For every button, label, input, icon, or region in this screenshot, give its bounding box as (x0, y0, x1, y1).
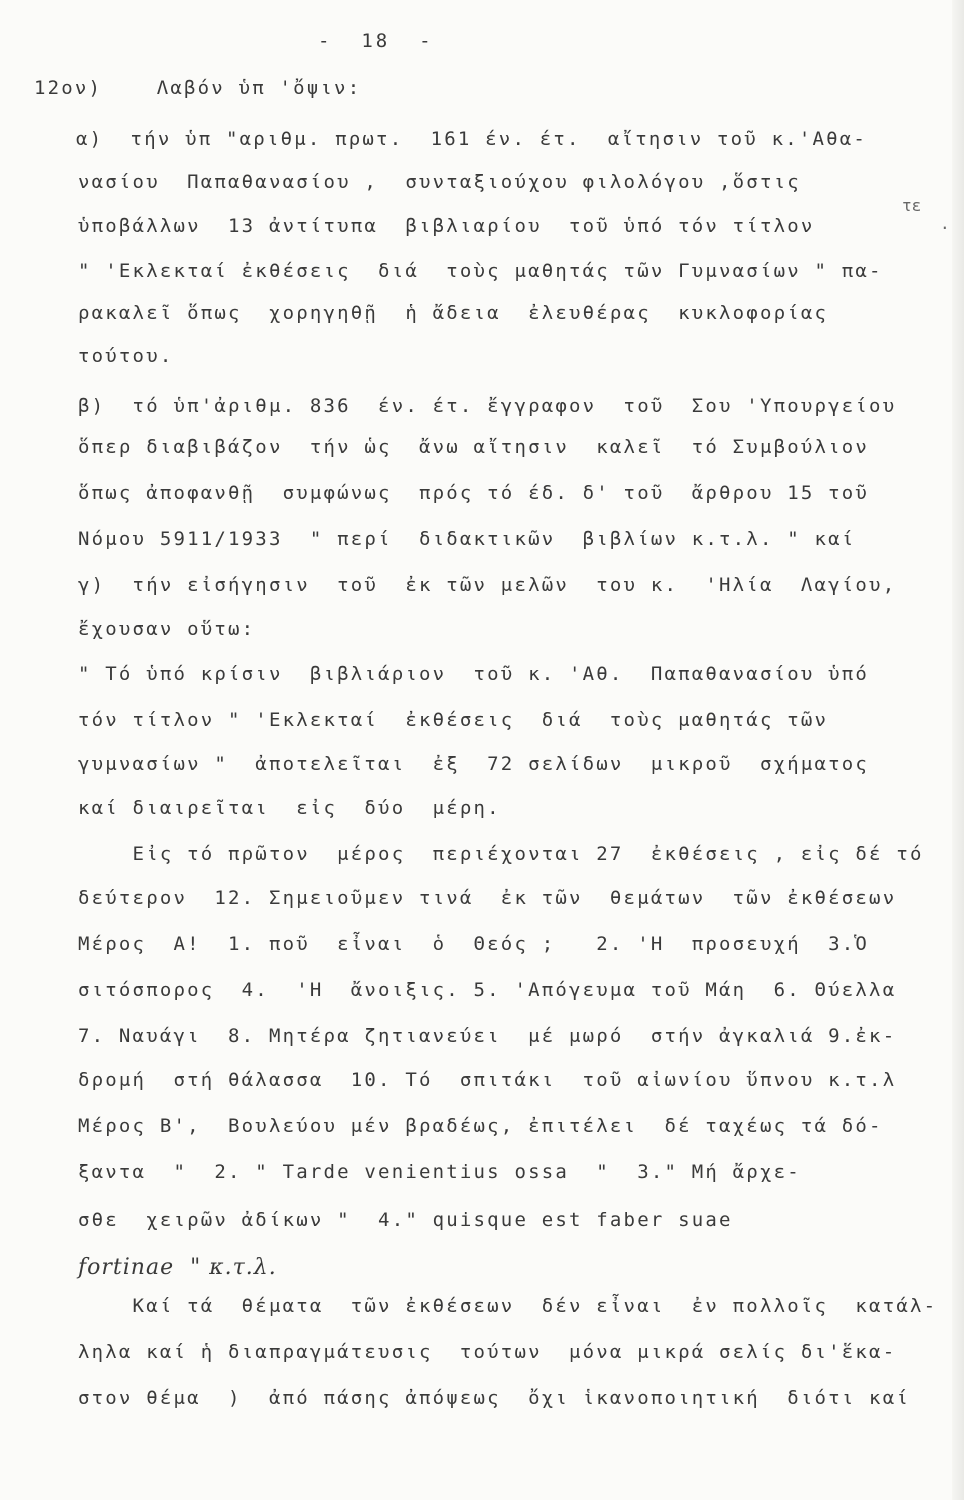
text-line: σιτόσπορος 4. 'Η ἄνοιξις. 5. 'Απόγευμα τοῦ Μάη 6. Θύελλα (78, 979, 897, 1001)
text-line: Καί τά θέματα τῶν ἐκθέσεων δέν εἶναι ἐν πολλοῖς κατάλ- (78, 1295, 938, 1317)
text-line: τόν τίτλον " 'Εκλεκταί ἐκθέσεις διά τοὺς μαθητάς τῶν (78, 709, 829, 731)
text-line: ὅπως ἀποφανθῇ συμφώνως πρός τό έδ. δ' τοῦ ἄρθρου 15 τοῦ (78, 482, 870, 504)
text-line: Μέρος Β', Βουλεύου μέν βραδέως, ἐπιτέλει δέ ταχέως τά δό- (78, 1115, 883, 1137)
text-line: ρακαλεῖ ὅπως χορηγηθῇ ἡ ἄδεια ἐλευθέρας κυκλοφορίας (78, 302, 829, 324)
text-line: τούτου. (78, 345, 174, 367)
margin-note: τε (902, 196, 922, 215)
text-line: " Τό ὑπό κρίσιν βιβλιάριον τοῦ κ. 'Αθ. Παπαθανασίου ὑπό (78, 663, 870, 685)
text-line: Εἰς τό πρῶτον μέρος περιέχονται 27 ἐκθέσεις , εἰς δέ τό (78, 843, 924, 865)
text-line: σθε χειρῶν ἀδίκων " 4." quisque est faber suae (78, 1209, 733, 1231)
text-line: Νόμου 5911/1933 " περί διδακτικῶν βιβλίων κ.τ.λ. " καί (78, 528, 856, 550)
text-line: 12ον) Λαβόν ὑπ 'ὄψιν: (34, 77, 362, 99)
text-line: νασίου Παπαθανασίου , συνταξιούχου φιλολόγου ,ὅστις (78, 171, 801, 193)
text-line: " 'Εκλεκταί ἐκθέσεις διά τοὺς μαθητάς τῶν Γυμνασίων " πα- (78, 260, 883, 282)
text-line: δεύτερον 12. Σημειοῦμεν τινά ἐκ τῶν θεμάτων τῶν ἐκθέσεων (78, 887, 897, 909)
text-line: δρομή στή θάλασσα 10. Τό σπιτάκι τοῦ αἰωνίου ὕπνου κ.τ.λ (78, 1069, 897, 1091)
text-line: ξαντα " 2. " Tarde venientius ossa " 3." Μή ἄρχε- (78, 1161, 801, 1183)
text-line: ὅπερ διαβιβάζον τήν ὡς ἄνω αἴτησιν καλεῖ τό Συμβούλιον (78, 436, 870, 458)
text-line: β) τό ὑπ'ἀριθμ. 836 έν. έτ. ἔγγραφον τοῦ Σου 'Υπουργείου (78, 395, 897, 417)
text-line: ὑποβάλλων 13 ἀντίτυπα βιβλιαρίου τοῦ ὑπό τόν τίτλον (78, 215, 815, 237)
text-line: 7. Ναυάγι 8. Μητέρα ζητιανεύει μέ μωρό στήν ἀγκαλιά 9.ἐκ- (78, 1025, 897, 1047)
text-line: ληλα καί ἡ διαπραγμάτευσις τούτων μόνα μικρά σελίς δι'ἕκα- (78, 1341, 897, 1363)
margin-note: . (940, 214, 950, 233)
text-line: α) τήν ὑπ "αριθμ. πρωτ. 161 έν. έτ. αἴτησιν τοῦ κ.'Αθα- (76, 128, 868, 150)
text-line: ἔχουσαν οὕτω: (78, 618, 256, 640)
handwritten-line: fortinae " κ.τ.λ. (78, 1255, 277, 1280)
text-line: γ) τήν εἰσήγησιν τοῦ ἐκ τῶν μελῶν του κ. 'Ηλία Λαγίου, (78, 574, 897, 596)
text-line: καί διαιρεῖται εἰς δύο μέρη. (78, 797, 501, 819)
text-line: Μέρος Α! 1. ποῦ εἶναι ὁ Θεός ; 2. 'Η προσευχή 3.Ὁ (78, 933, 870, 955)
text-line: στον θέμα ) ἀπό πάσης ἀπόψεως ὄχι ἱκανοποιητική διότι καί (78, 1387, 910, 1409)
page-edge-shadow (952, 0, 964, 1500)
page-number: - 18 - (318, 30, 434, 52)
text-line: γυμνασίων " ἀποτελεῖται ἐξ 72 σελίδων μικροῦ σχήματος (78, 753, 870, 775)
